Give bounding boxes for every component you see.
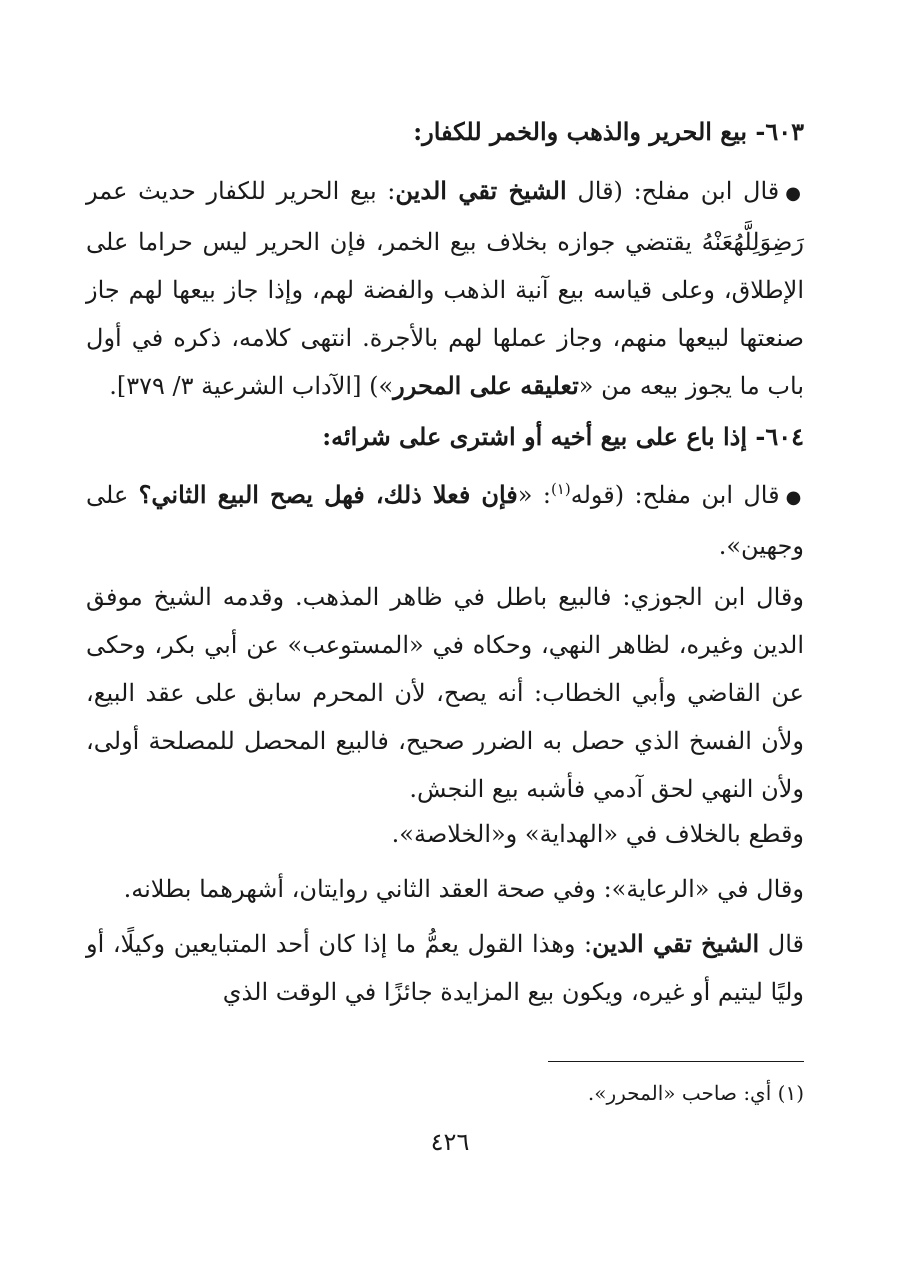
paragraph-text: : وهذا القول يعمُّ ما إذا كان أحد المتبايعين وكيلًا، أو وليًا ليتيم أو غيره، ويكون بيع المزايدة جائزًا في الوقت الذي — [86, 930, 804, 1006]
section-heading-604: ٦٠٤- إذا باع على بيع أخيه أو اشترى على شرائه: — [322, 422, 804, 451]
emphasis-name: الشيخ تقي الدين — [592, 929, 760, 958]
footnote-reference[interactable]: (١) — [550, 480, 571, 498]
paragraph-text: : « — [517, 481, 551, 509]
paragraph-citation: ») [الآداب الشرعية ٣/ ٣٧٩]. — [109, 372, 394, 400]
emphasis-book-title: تعليقه على المحرر — [393, 371, 579, 400]
footnote: (١) أي: صاحب «المحرر». — [587, 1081, 804, 1105]
paragraph-riaya: وقال في «الرعاية»: وفي صحة العقد الثاني روايتان، أشهرهما بطلانه. — [123, 875, 804, 903]
paragraph-hidaya: وقطع بالخلاف في «الهداية» و«الخلاصة». — [391, 820, 804, 848]
section-heading-603: ٦٠٣- بيع الحرير والذهب والخمر للكفار: — [413, 117, 804, 146]
emphasis-name: الشيخ تقي الدين — [395, 176, 567, 205]
paragraph-taqi-din — [86, 920, 804, 1016]
paragraph-text: : بيع الحرير للكفار حديث عمر رَضِوَلِلَّهُعَنْهُ يقتضي جوازه بخلاف بيع الخمر، فإن الحرير ليس حراما على الإطلاق، وعلى قياسه بيع آنية الذهب والفضة لهم، وإذا جاز بيعها لهم جاز صنعتها لبيعها منهم، وجاز عملها لهم بالأجرة. انتهى كلامه، ذكره في أول باب ما يجوز بيعه من « — [86, 177, 804, 400]
paragraph-603-quote — [86, 167, 804, 410]
paragraph-lead: قال ابن مفلح: (قال — [566, 177, 780, 205]
paragraph-lead: قال ابن مفلح: (قوله — [570, 481, 780, 509]
bullet-icon: ● — [785, 183, 805, 204]
bullet-icon: ● — [785, 487, 804, 508]
paragraph-lead: قال — [759, 930, 805, 958]
footnote-divider — [548, 1061, 804, 1062]
paragraph-604-quote — [86, 471, 804, 570]
page-number: ٤٢٦ — [430, 1128, 470, 1156]
paragraph-tail: على وجهين». — [86, 481, 804, 560]
paragraph-ibn-jawzi: وقال ابن الجوزي: فالبيع باطل في ظاهر المذهب. وقدمه الشيخ موفق الدين وغيره، لظاهر النهي، وحكاه في «المستوعب» عن أبي بكر، وحكى عن القاضي وأبي الخطاب: أنه يصح، لأن المحرم سابق على عقد البيع، ولأن الفسخ الذي حصل به الضرر صحيح، فالبيع المحصل للمصلحة أولى، ولأن النهي لحق آدمي فأشبه بيع النجش. — [86, 583, 804, 803]
emphasis-quote: فإن فعلا ذلك، فهل يصح البيع الثاني؟ — [138, 480, 518, 509]
